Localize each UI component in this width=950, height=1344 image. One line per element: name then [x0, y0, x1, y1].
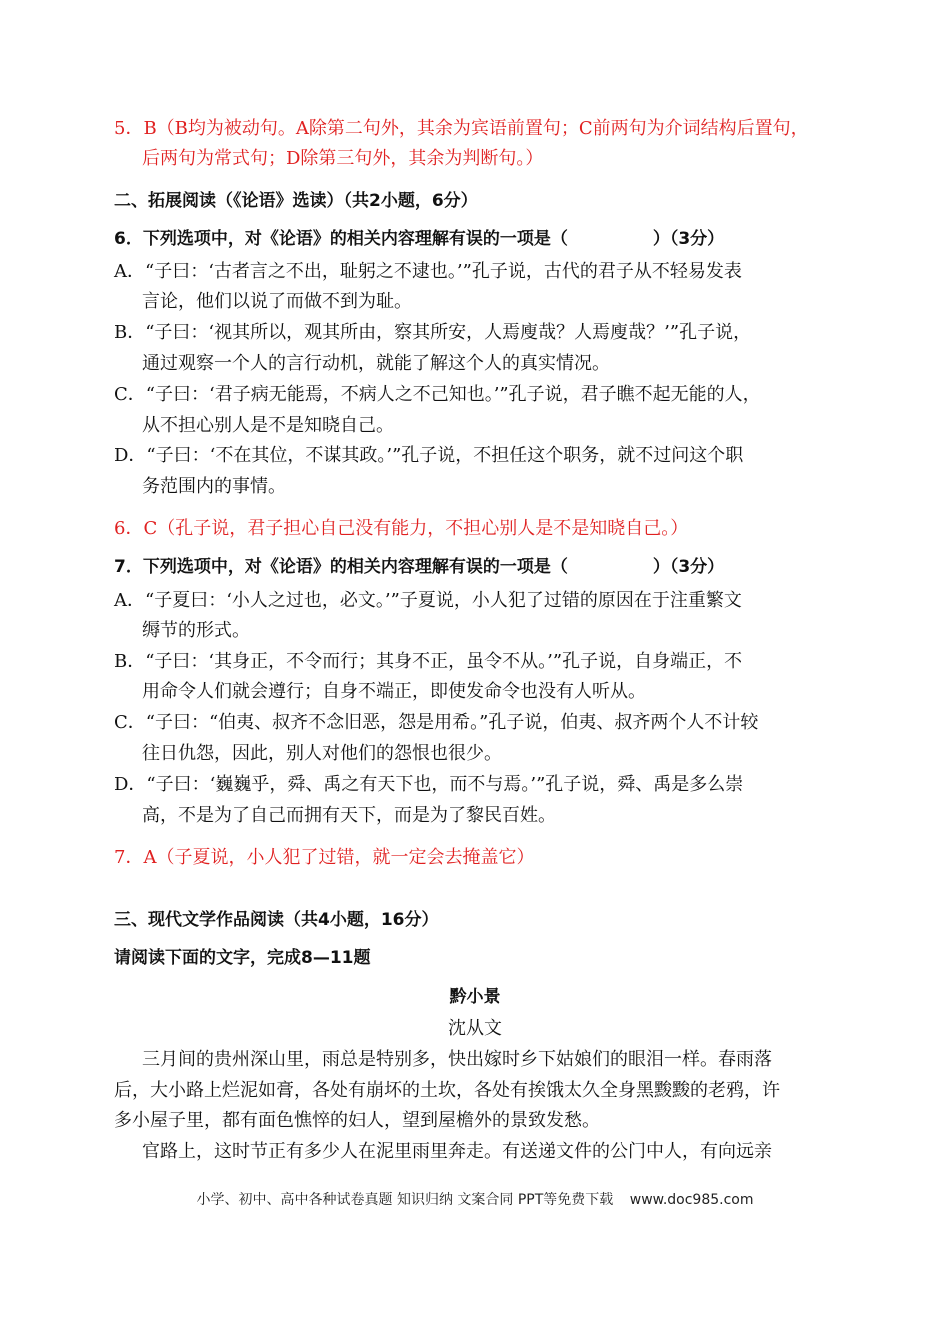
q7-option-b-line-1: B．“子曰：‘其身正，不令而行；其身不正，虽令不从。’”孔子说，自身端正，不: [114, 651, 743, 672]
q7-stem: 7．下列选项中，对《论语》的相关内容理解有误的一项是（ ）（3分）: [114, 557, 725, 577]
q7-option-b-line-2: 用命令人们就会遵行；自身不端正，即使发命令也没有人听从。: [142, 681, 646, 702]
q6-option-c-line-1: C．“子曰：‘君子病无能焉，不病人之不己知也。’”孔子说，君子瞧不起无能的人，: [114, 384, 761, 405]
q7-option-a-line-1: A．“子夏曰：‘小人之过也，必文。’”子夏说，小人犯了过错的原因在于注重繁文: [114, 590, 742, 611]
q7-answer: 7．A（子夏说，小人犯了过错，就一定会去掩盖它）: [114, 847, 535, 868]
q5-answer-line-2: 后两句为常式句；D除第三句外，其余为判断句。）: [142, 148, 544, 169]
q7-option-d-line-1: D．“子曰：‘巍巍乎，舜、禹之有天下也，而不与焉。’”孔子说，舜、禹是多么崇: [114, 774, 744, 795]
section-2-heading: 二、拓展阅读（《论语》选读）（共2小题，6分）: [114, 191, 478, 211]
q7-option-d-line-2: 高，不是为了自己而拥有天下，而是为了黎民百姓。: [142, 805, 556, 826]
page-footer: [0, 1189, 950, 1209]
paragraph-2-line-1: 官路上，这时节正有多少人在泥里雨里奔走。有送递文件的公门中人，有向远亲: [142, 1141, 772, 1162]
q6-option-a-line-1: A．“子曰：‘古者言之不出，耻躬之不逮也。’”孔子说，古代的君子从不轻易发表: [114, 261, 742, 282]
q6-answer: 6．C（孔子说，君子担心自己没有能力，不担心别人是不是知晓自己。）: [114, 518, 689, 539]
q6-option-a-line-2: 言论，他们以说了而做不到为耻。: [142, 291, 412, 312]
footer-site-link[interactable]: www.doc985.com: [629, 1192, 754, 1208]
q6-stem: 6．下列选项中，对《论语》的相关内容理解有误的一项是（ ）（3分）: [114, 229, 725, 249]
paragraph-1-line-2: 后，大小路上烂泥如膏，各处有崩坏的土坎，各处有挨饿太久全身黑黢黢的老鸦，许: [114, 1080, 780, 1101]
paragraph-1-line-1: 三月间的贵州深山里，雨总是特别多，快出嫁时乡下姑娘们的眼泪一样。春雨落: [142, 1049, 772, 1070]
reading-instruction: 请阅读下面的文字，完成8—11题: [114, 948, 371, 968]
q6-option-b-line-2: 通过观察一个人的言行动机，就能了解这个人的真实情况。: [142, 353, 610, 374]
section-3-heading: 三、现代文学作品阅读（共4小题，16分）: [114, 910, 439, 930]
q6-option-c-line-2: 从不担心别人是不是知晓自己。: [142, 415, 394, 436]
paragraph-1-line-3: 多小屋子里，都有面色憔悴的妇人，望到屋檐外的景致发愁。: [114, 1110, 600, 1131]
q5-answer-line-1: 5．B（B均为被动句。A除第二句外，其余为宾语前置句；C前两句为介词结构后置句，: [114, 118, 809, 139]
article-author: 沈从文: [448, 1018, 502, 1039]
q6-option-d-line-2: 务范围内的事情。: [142, 476, 286, 497]
q6-option-d-line-1: D．“子曰：‘不在其位，不谋其政。’”孔子说，不担任这个职务，就不过问这个职: [114, 445, 744, 466]
q6-option-b-line-1: B．“子曰：‘视其所以，观其所由，察其所安，人焉廋哉？人焉廋哉？’”孔子说，: [114, 322, 752, 343]
q7-option-c-line-2: 往日仇怨，因此，别人对他们的怨恨也很少。: [142, 743, 502, 764]
q7-option-a-line-2: 缛节的形式。: [142, 620, 250, 641]
article-title: 黔小景: [449, 987, 501, 1007]
footer-text: 小学、初中、高中各种试卷真题 知识归纳 文案合同 PPT等免费下载: [196, 1192, 614, 1208]
q7-option-c-line-1: C．“子曰：“伯夷、叔齐不念旧恶，怨是用希。”孔子说，伯夷、叔齐两个人不计较: [114, 712, 759, 733]
